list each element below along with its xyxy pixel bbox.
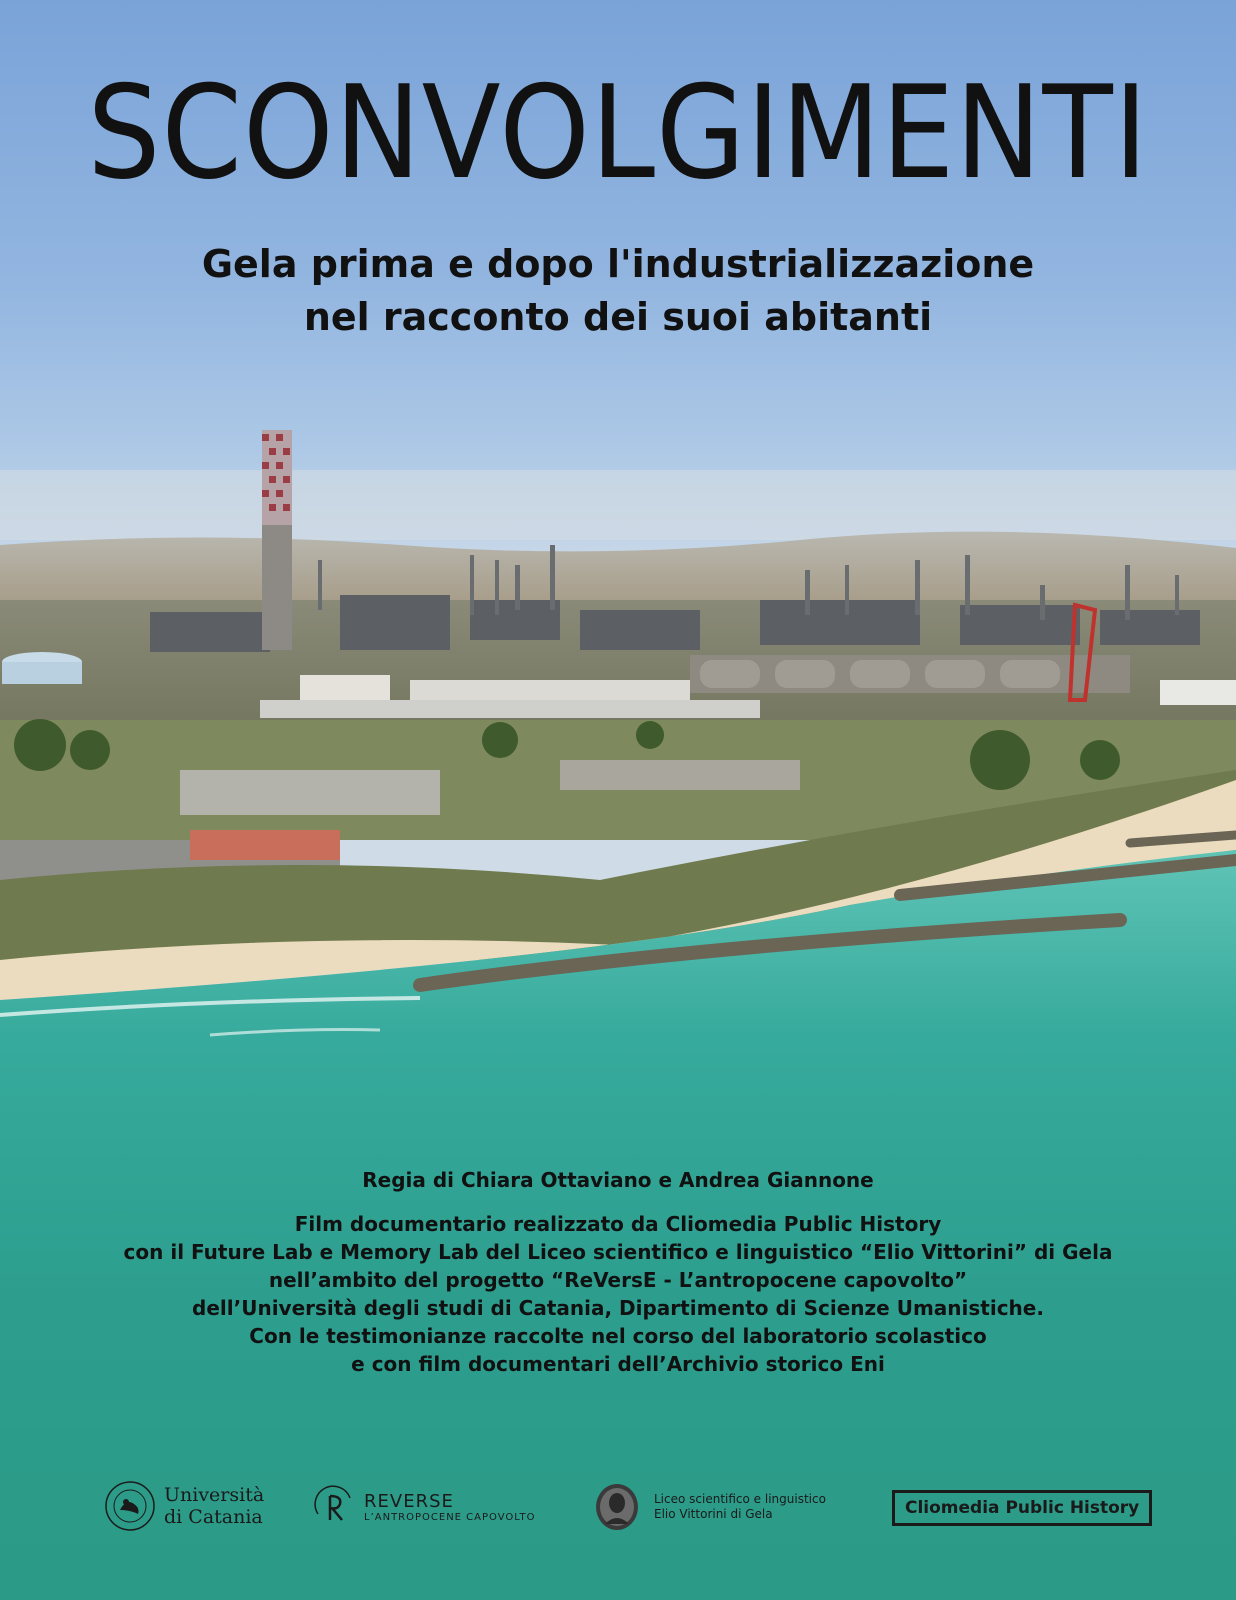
university-name: Università di Catania (164, 1484, 265, 1528)
page-title: SCONVOLGIMENTI (87, 59, 1149, 208)
subtitle-line-1: Gela prima e dopo l'industrializzazione (201, 242, 1035, 286)
reverse-wordmark: REVERSE L’ANTROPOCENE CAPOVOLTO (364, 1490, 536, 1523)
cliomedia-logo: Cliomedia Public History (892, 1490, 1152, 1526)
subtitle-line-2: nel racconto dei suoi abitanti (303, 295, 933, 340)
reverse-logo (310, 1484, 535, 1530)
portrait-medallion-icon (594, 1482, 640, 1532)
subtitle (0, 238, 1236, 344)
partner-logos (0, 1480, 1236, 1540)
liceo-name: Liceo scientifico e linguistico Elio Vittorini di Gela (654, 1492, 826, 1521)
director-credit: Regia di Chiara Ottaviano e Andrea Giannone (362, 1168, 874, 1192)
credit-line: dell’Università degli studi di Catania, Dipartimento di Scienze Umanistiche. (192, 1296, 1044, 1320)
reverse-mark-icon (310, 1484, 358, 1530)
credit-line: con il Future Lab e Memory Lab del Liceo scientifico e linguistico “Elio Vittorini” di Gela (123, 1240, 1113, 1264)
university-seal-icon (104, 1480, 156, 1532)
university-catania-logo (104, 1480, 264, 1532)
credits-block (40, 1166, 1196, 1378)
credit-line: e con film documentari dell’Archivio storico Eni (351, 1352, 885, 1376)
credit-line: Film documentario realizzato da Cliomedia Public History (294, 1212, 942, 1236)
credit-line: nell’ambito del progetto “ReVersE - L’antropocene capovolto” (268, 1268, 968, 1292)
credit-line: Con le testimonianze raccolte nel corso del laboratorio scolastico (249, 1324, 987, 1348)
liceo-vittorini-logo (594, 1482, 826, 1532)
